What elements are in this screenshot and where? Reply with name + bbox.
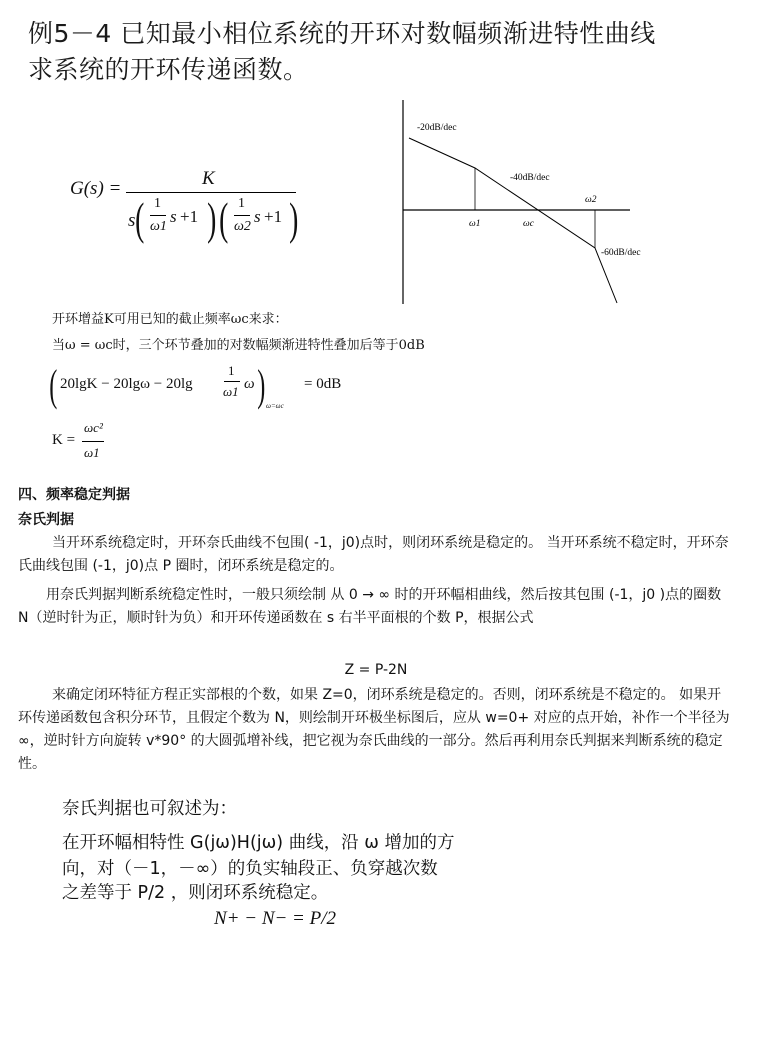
- eq-subscript: ω=ωc: [266, 402, 284, 410]
- nyquist-intro: 奈氏判据也可叙述为：: [62, 799, 237, 819]
- eq-frac-num: 1: [228, 363, 235, 378]
- k-den: ω1: [84, 445, 100, 460]
- formula-z: Z = P-2N: [344, 662, 408, 678]
- tf-lhs: G(s) =: [70, 178, 122, 199]
- eq-omega: ω: [244, 376, 255, 392]
- nyquist-line-3: 之差等于 P/2 ，则闭环系统稳定。: [62, 883, 329, 903]
- tf-inner-bar-1: [150, 215, 166, 216]
- eq-frac-bar: [224, 381, 240, 382]
- eq-paren-close: ): [257, 361, 266, 410]
- bode-w1-label: ω1: [469, 219, 481, 229]
- eq-part1: 20lgK − 20lgω − 20lg: [60, 376, 193, 392]
- tf-s-1: s: [170, 207, 177, 226]
- title-line-1: 例5－4 已知最小相位系统的开环对数幅频渐进特性曲线: [28, 19, 656, 48]
- tf-omega2: ω2: [234, 219, 251, 234]
- eq-paren-open: (: [49, 361, 58, 410]
- bode-slope-40: -40dB/dec: [510, 173, 550, 183]
- k-equation: [52, 420, 132, 468]
- tf-paren-close-1: ): [207, 193, 217, 244]
- paragraph-1: 当开环系统稳定时，开环奈氏曲线不包围( -1，j0)点时，则闭环系统是稳定的。 当开环系统不稳定时，开环奈氏曲线包围 (-1，j0)点 P 圈时，闭环系统是稳定的。: [18, 535, 729, 574]
- nyquist-line-1: 在开环幅相特性 G(jω)H(jω) 曲线，沿 ω 增加的方: [62, 833, 455, 853]
- section-subheading: 奈氏判据: [18, 512, 74, 528]
- tf-numerator: K: [202, 168, 215, 189]
- tf-omega1: ω1: [150, 219, 167, 234]
- tf-one-2: 1: [238, 196, 245, 211]
- eq-rhs: = 0dB: [304, 376, 342, 392]
- bode-w2-label: ω2: [585, 195, 597, 205]
- tf-inner-bar-2: [234, 215, 250, 216]
- tf-paren-close-2: ): [289, 193, 299, 244]
- bode-wc-label: ωc: [523, 219, 534, 229]
- paragraph-3: 来确定闭环特征方程正实部根的个数，如果 Z=0，闭环系统是稳定的。否则，闭环系统是不稳定的。 如果开环传递函数包含积分环节，且假定个数为 N，则绘制开环极坐标图后，应从 w=0+ 对应的点开始，补作一个半径为∞，逆时针方向旋转 v*90° 的大圆弧增补线，把它视为奈氏曲线的一部分。然后再利用奈氏判据来判断系统的稳定性。: [18, 687, 730, 772]
- tf-s: s: [128, 210, 136, 231]
- derivation-line-2: 当ω = ωc时，三个环节叠加的对数幅频渐进特性叠加后等于0dB: [52, 338, 425, 353]
- zero-db-equation: [46, 360, 376, 418]
- nyquist-equation: N+ − N− = P/2: [214, 908, 337, 929]
- nyquist-line-2: 向，对（－1，－∞）的负实轴段正、负穿越次数: [62, 859, 438, 879]
- bode-slope-20: -20dB/dec: [417, 123, 457, 133]
- tf-s-2: s: [254, 207, 261, 226]
- tf-plus-one-2: +1: [264, 207, 283, 226]
- transfer-function: [70, 170, 310, 260]
- section-heading: 四、频率稳定判据: [18, 487, 130, 503]
- tf-paren-open-1: (: [135, 193, 145, 244]
- bode-slope-60: -60dB/dec: [601, 248, 641, 258]
- k-num: ωc²: [84, 420, 103, 435]
- title-line-2: 求系统的开环传递函数。: [28, 55, 309, 84]
- k-frac-bar: [82, 441, 104, 442]
- tf-plus-one-1: +1: [180, 207, 199, 226]
- bode-asymptote: [409, 138, 617, 303]
- paragraph-2: 用奈氏判据判断系统稳定性时，一般只须绘制 从 0 → ∞ 时的开环幅相曲线，然后按其包围 (-1，j0 )点的圈数 N（逆时针为正，顺时针为负）和开环传递函数在 s 右半平面根的个数 P，根据公式: [18, 587, 722, 626]
- tf-paren-open-2: (: [219, 193, 229, 244]
- bode-plot: [395, 98, 665, 308]
- derivation-line-1: 开环增益K可用已知的截止频率ωc来求：: [52, 312, 288, 327]
- tf-one-1: 1: [154, 196, 161, 211]
- k-lhs: K =: [52, 432, 76, 448]
- eq-frac-den: ω1: [223, 384, 239, 399]
